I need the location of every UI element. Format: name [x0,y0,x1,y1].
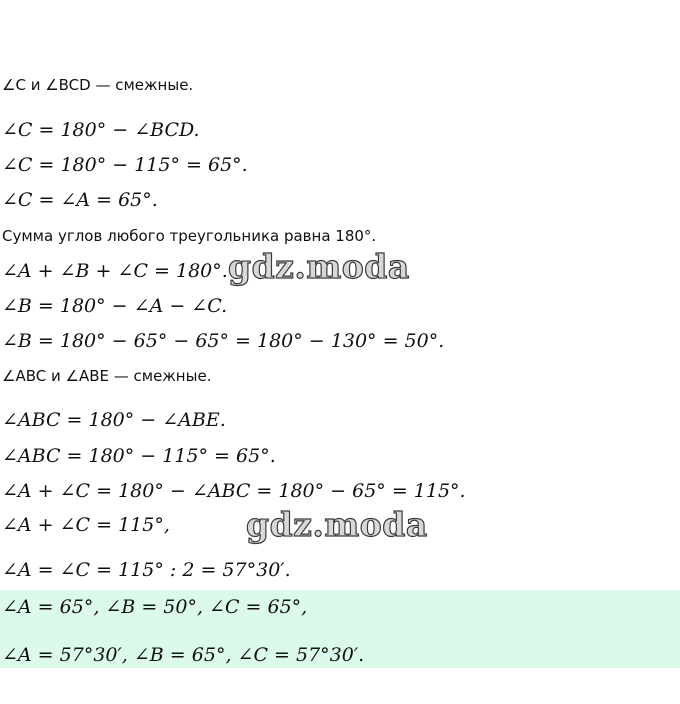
solution-line-5: Сумма углов любого треугольника равна 180°. [2,227,377,245]
solution-line-1: ∠C и ∠BCD — смежные. [2,76,194,94]
solution-line-10: ∠ABC = 180° − ∠ABE. [2,409,226,431]
answer-line-2: ∠A = 57°30′, ∠B = 65°, ∠C = 57°30′. [2,644,365,666]
answer-line-1: ∠A = 65°, ∠B = 50°, ∠C = 65°, [2,596,308,618]
watermark-logo: gdz.moda [228,247,410,286]
solution-line-13: ∠A + ∠C = 115°, [2,514,170,536]
solution-line-6: ∠A + ∠B + ∠C = 180°. [2,260,228,282]
solution-line-3: ∠C = 180° − 115° = 65°. [2,154,248,176]
watermark-logo: gdz.moda [246,505,428,544]
solution-line-7: ∠B = 180° − ∠A − ∠C. [2,295,228,317]
solution-line-4: ∠C = ∠A = 65°. [2,189,158,211]
solution-line-8: ∠B = 180° − 65° − 65° = 180° − 130° = 50°. [2,330,445,352]
solution-line-14: ∠A = ∠C = 115° : 2 = 57°30′. [2,559,291,581]
solution-line-11: ∠ABC = 180° − 115° = 65°. [2,445,276,467]
solution-line-12: ∠A + ∠C = 180° − ∠ABC = 180° − 65° = 115°. [2,480,466,502]
solution-line-2: ∠C = 180° − ∠BCD. [2,119,200,141]
solution-line-9: ∠ABC и ∠ABE — смежные. [2,367,212,385]
